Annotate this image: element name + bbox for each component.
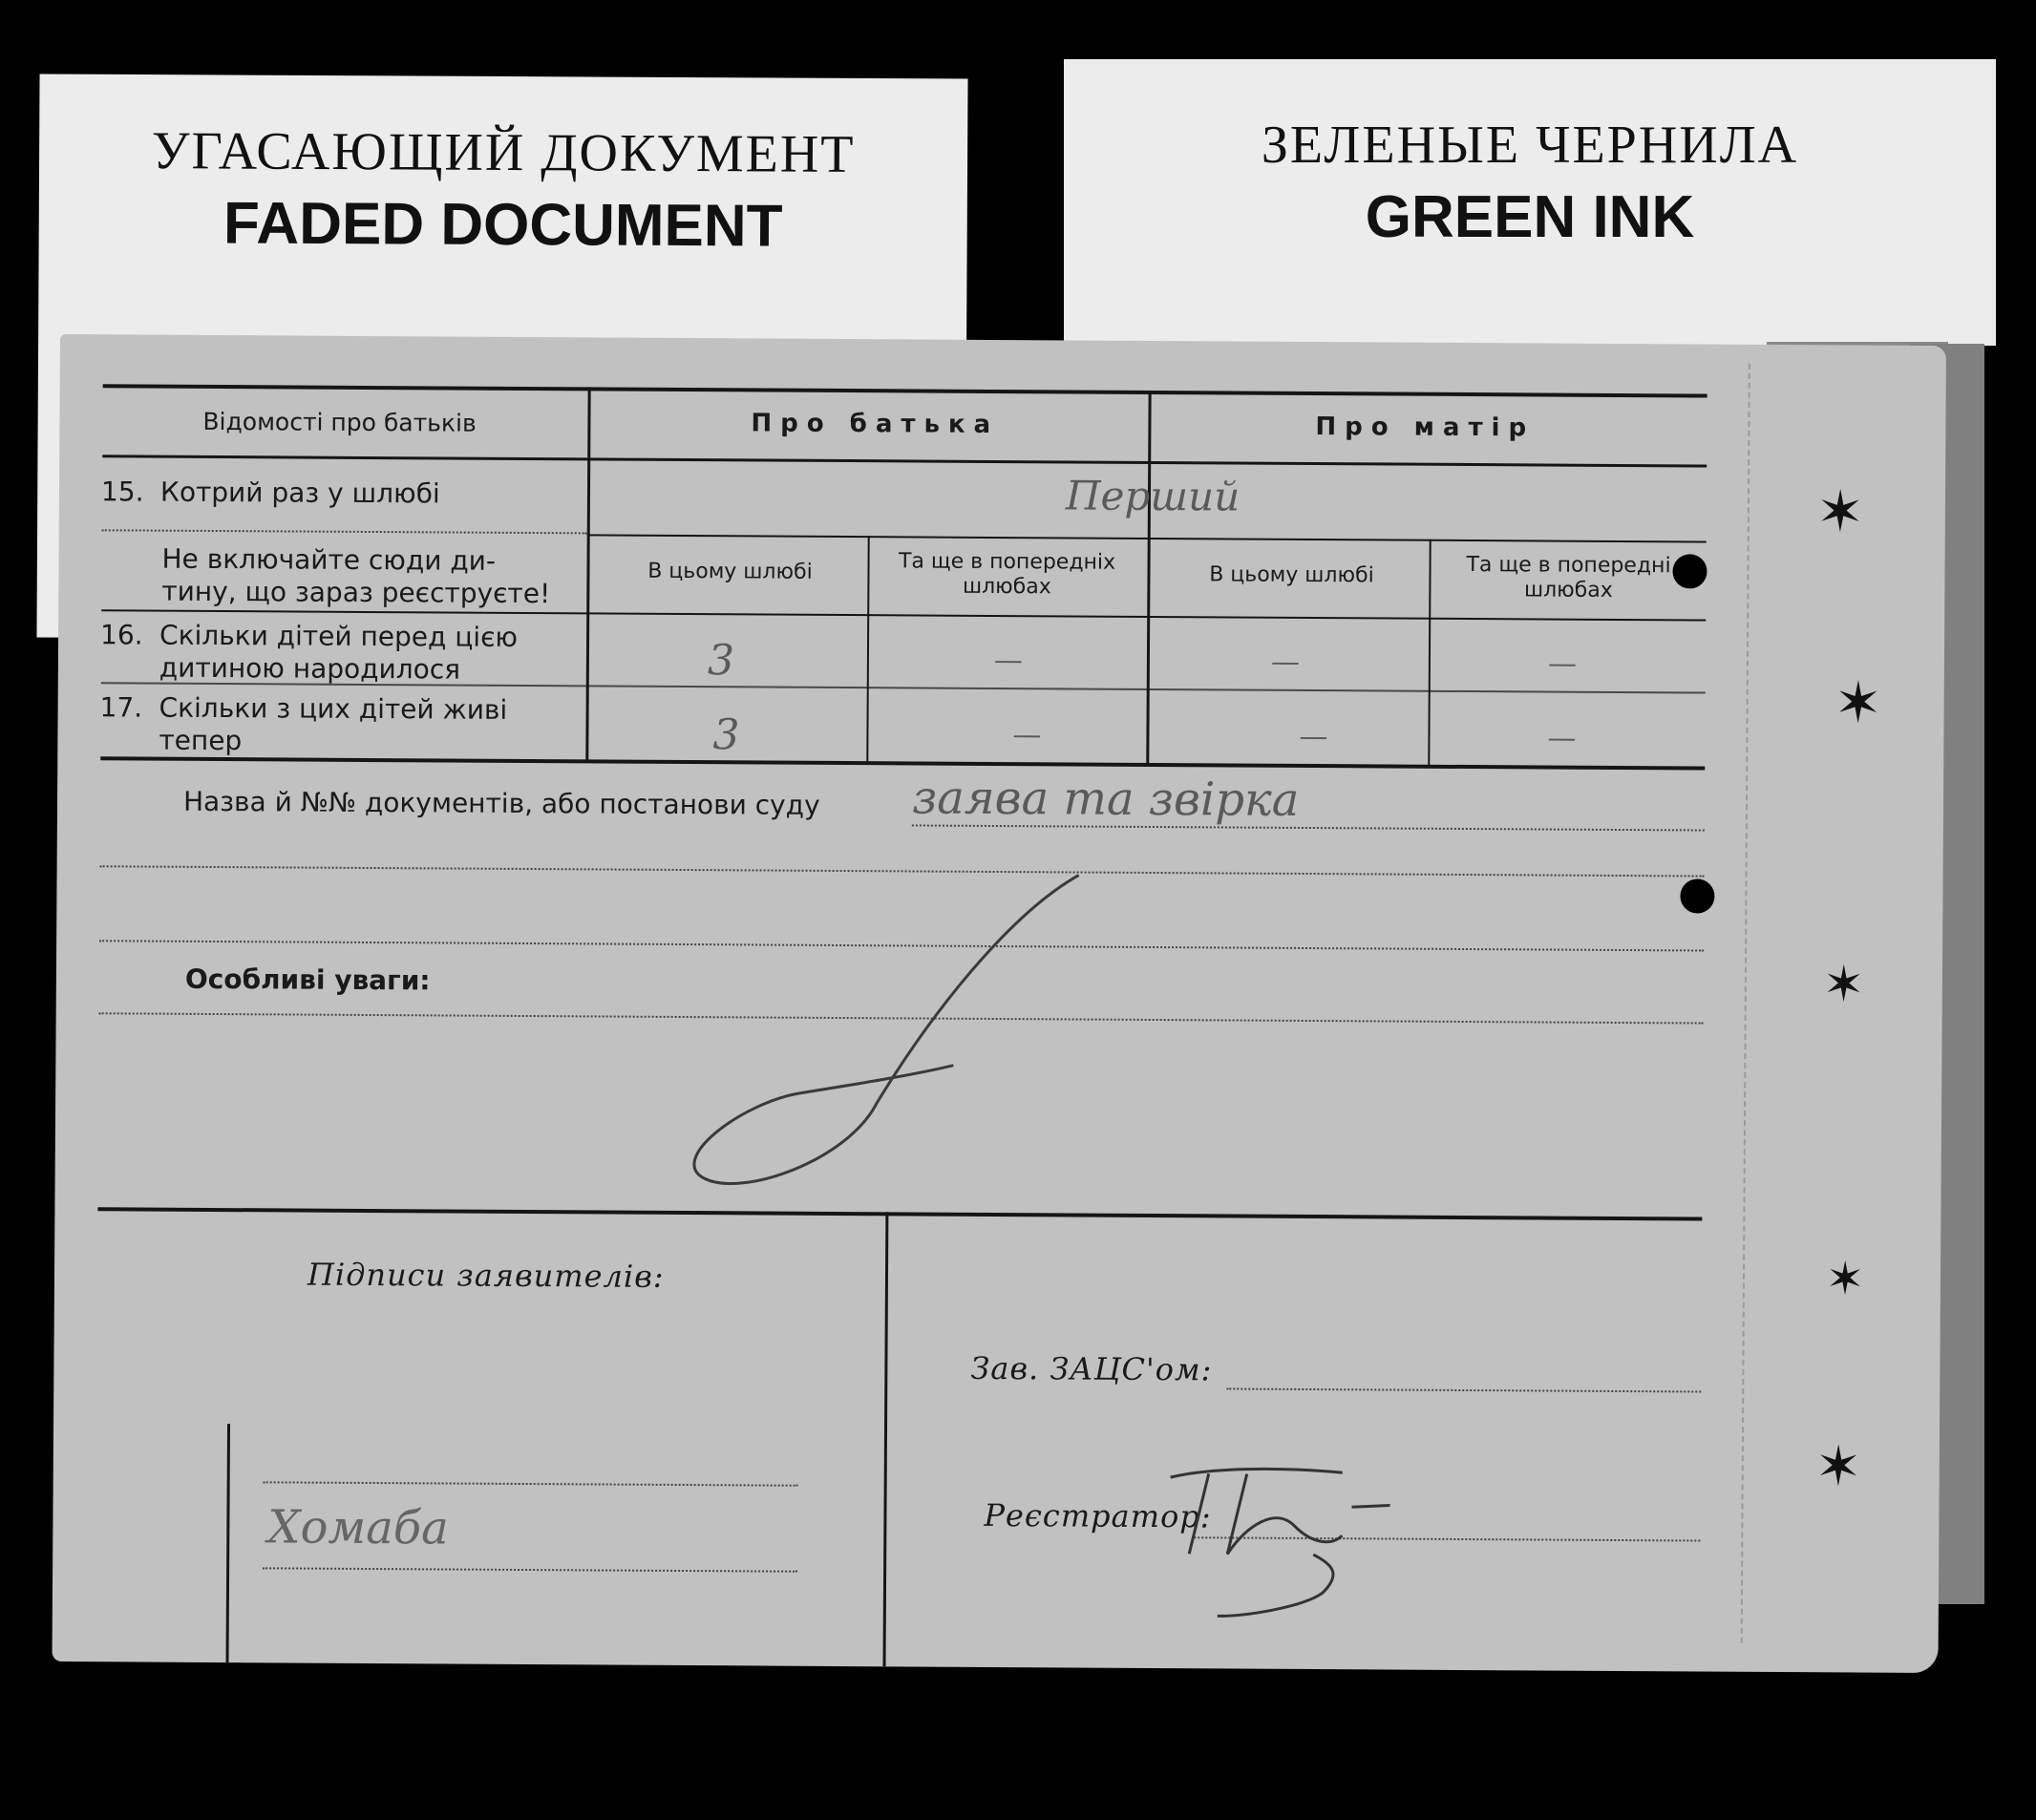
subheader-this-marriage: В цьому шлюбі — [1209, 562, 1374, 588]
fill-line — [263, 1567, 797, 1572]
perforation-line — [1741, 364, 1750, 1643]
row-label: Скільки з цих дітей живі — [159, 691, 508, 726]
section-divider — [882, 1212, 888, 1666]
header-parents-info: Відомості про батьків — [202, 407, 477, 437]
handwritten-value: Перший — [1065, 472, 1241, 520]
label-russian-text: УГАСАЮЩИЙ ДОКУМЕНТ — [151, 121, 856, 184]
handwritten-value: — — [993, 643, 1024, 678]
note-text: тину, що зараз реєструєте! — [161, 575, 551, 610]
table-top-rule — [103, 384, 1707, 397]
registration-form-card — [53, 334, 1946, 1673]
handwritten-value: — — [1547, 721, 1577, 755]
label-english-text: GREEN INK — [1365, 184, 1695, 250]
row-number: 17. — [99, 691, 143, 724]
torn-hole: ✶ — [1815, 479, 1865, 544]
torn-hole: ✶ — [1822, 957, 1865, 1013]
signature-bracket — [226, 1424, 231, 1662]
subheader-previous-marriages: Та ще в попередні шлюбах — [1466, 552, 1671, 603]
table-row-rule — [101, 609, 1706, 621]
header-father: Про батька — [751, 409, 1000, 440]
fill-line — [912, 824, 1705, 831]
handwritten-value: 3 — [712, 710, 740, 760]
label-russian-text: ЗЕЛЕНЫЕ ЧЕРНИЛА — [1261, 116, 1799, 175]
green-ink-label — [1064, 59, 1996, 346]
handwritten-value: заява та звірка — [911, 771, 1300, 827]
table-divider — [1428, 540, 1431, 767]
row-number: 16. — [99, 619, 143, 651]
applicants-signatures-label: Підписи заявителів: — [307, 1256, 665, 1295]
handwritten-value: 3 — [707, 636, 735, 686]
table-divider — [866, 536, 869, 763]
table-bottom-rule — [100, 756, 1705, 770]
table-divider — [1146, 391, 1151, 765]
head-of-registry-label: Зав. ЗАЦС'ом: — [970, 1349, 1213, 1388]
row-label: Скільки дітей перед цією — [159, 619, 519, 653]
torn-hole: ✶ — [1834, 670, 1883, 735]
torn-hole: ✶ — [1814, 1435, 1862, 1498]
header-mother: Про матір — [1315, 413, 1536, 443]
label-english-text: FADED DOCUMENT — [223, 190, 783, 260]
documents-label: Назва й №№ документів, або постанови суду — [182, 785, 820, 821]
subheader-this-marriage: В цьому шлюбі — [647, 559, 813, 584]
note-text: Не включайте сюди ди- — [161, 542, 497, 577]
punch-hole — [1672, 554, 1707, 588]
torn-hole: ✶ — [1825, 1254, 1865, 1305]
fill-line — [1226, 1387, 1701, 1392]
handwritten-value: — — [1270, 645, 1301, 679]
row-label: тепер — [159, 724, 243, 757]
applicant-signature: Хомаба — [267, 1500, 449, 1555]
table-header-rule — [102, 455, 1707, 467]
row-label: Котрий раз у шлюбі — [159, 476, 440, 510]
handwritten-value: — — [1547, 646, 1578, 681]
registrar-signature — [1151, 1449, 1400, 1632]
row-number: 15. — [100, 476, 144, 508]
handwritten-value: — — [1012, 718, 1042, 752]
handwritten-value: — — [1299, 719, 1328, 754]
fill-line — [264, 1481, 798, 1486]
registrar-label: Реєстратор: — [984, 1496, 1212, 1535]
row-label: дитиною народилося — [159, 651, 461, 686]
table-divider — [585, 387, 590, 761]
pen-stroke — [627, 854, 1126, 1219]
punch-hole — [1680, 878, 1714, 913]
subheader-previous-marriages: Та ще в попередніх шлюбах — [898, 549, 1116, 600]
notes-label: Особливі уваги: — [184, 963, 431, 997]
table-row-rule — [102, 529, 587, 534]
